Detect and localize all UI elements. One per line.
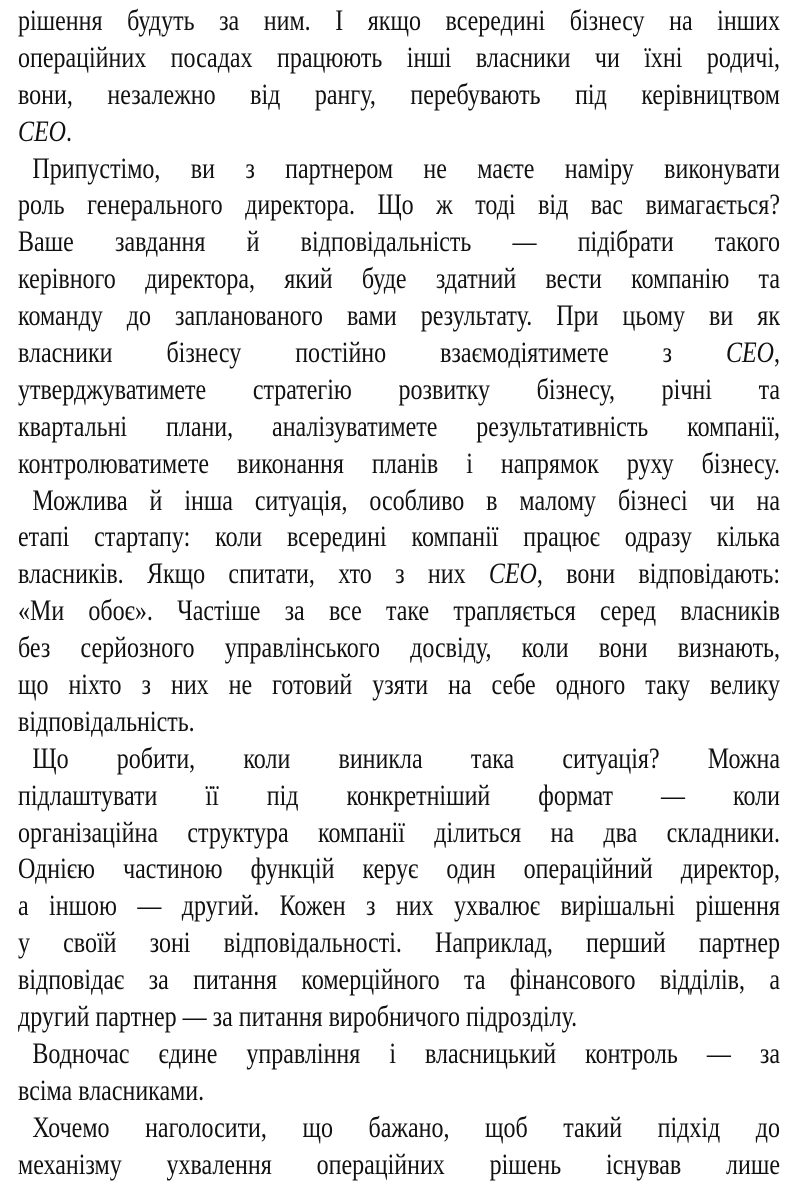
line-text: відповідальність. [18,704,195,738]
paragraph-first-line [18,1110,780,1147]
line-text: власників. Якщо спитати, хто з них CEO, вони відповідають: [18,557,780,591]
line-text: організаційна структура компанії ділиться на два складники. [18,815,780,849]
paragraph-first-line [18,483,780,520]
text-line [18,519,780,556]
text-line [18,446,780,483]
text-line [18,114,780,151]
text-line [18,409,780,446]
paragraph-first-line [18,1036,780,1073]
italic-abbreviation: CEO [726,336,774,370]
line-text: Припустімо, ви з партнером не маєте наміру виконувати [32,151,780,185]
line-text: контролюватимете виконання планів і напрямок руху бізнесу. [18,446,780,480]
text-line [18,40,780,77]
text-line [18,224,780,261]
line-text: рішення будуть за ним. І якщо всередині бізнесу на інших [18,4,780,37]
line-text: а іншою — другий. Кожен з них ухвалює вирішальні рішення [18,889,780,923]
line-text: всіма власниками. [18,1073,205,1107]
text-line [18,630,780,667]
line-text: «Ми обоє». Частіше за все таке трапляється серед власників [18,594,780,628]
text-line [18,3,780,40]
text-line [18,667,780,704]
text-line [18,556,780,593]
line-text: другий партнер — за питання виробничого підрозділу. [18,1000,578,1034]
text-line [18,372,780,409]
line-text: підлаштувати її під конкретніший формат — коли [18,778,780,812]
italic-abbreviation: CEO [488,557,537,591]
line-text: етапі стартапу: коли всередині компанії працює одразу кілька [18,520,780,554]
text-line [18,187,780,224]
text-line [18,261,780,298]
line-text: у своїй зоні відповідальності. Наприклад, перший партнер [18,926,780,960]
line-text: команду до запланованого вами результату. При цьому ви як [18,299,780,333]
line-text: механізму ухвалення операційних рішень існував лише [18,1147,780,1181]
text-line [18,851,780,888]
italic-abbreviation: CEO [18,114,66,148]
text-line [18,298,780,335]
line-text: без серйозного управлінського досвіду, коли вони визнають, [18,631,780,665]
line-text: керівного директора, який буде здатний вести компанію та [18,262,780,296]
text-line [18,335,780,372]
line-text: утверджуватимете стратегію розвитку бізнесу, річні та [18,372,780,406]
text-line [18,999,780,1036]
text-line [18,77,780,114]
document-page [18,3,780,1184]
text-line [18,962,780,999]
paragraph-first-line [18,151,780,188]
text-line [18,778,780,815]
line-text: що ніхто з них не готовий узяти на себе одного таку велику [18,668,780,702]
text-line [18,1073,780,1110]
line-text: Ваше завдання й відповідальність — підібрати такого [18,225,780,259]
line-text: Можлива й інша ситуація, особливо в малому бізнесі чи на [32,483,780,517]
line-text: CEO. [18,114,72,148]
line-text: вони, незалежно від рангу, перебувають під керівництвом [18,77,780,111]
line-text: Що робити, коли виникла така ситуація? Можна [32,741,780,775]
line-text: роль генерального директора. Що ж тоді від вас вимагається? [18,188,780,222]
text-line [18,815,780,852]
text-line [18,925,780,962]
line-text: квартальні плани, аналізуватимете результативність компанії, [18,409,780,443]
line-text: Хочемо наголосити, що бажано, щоб такий підхід до [32,1110,780,1144]
paragraph-first-line [18,741,780,778]
text-line [18,704,780,741]
text-line [18,1147,780,1184]
line-text: операційних посадах працюють інші власники чи їхні родичі, [18,40,780,74]
text-line [18,888,780,925]
line-text: відповідає за питання комерційного та фінансового відділів, а [18,963,780,997]
text-line [18,593,780,630]
line-text: власники бізнесу постійно взаємодіятимете з CEO, [18,336,780,370]
line-text: Однією частиною функцій керує один операційний директор, [18,852,780,886]
line-text: Водночас єдине управління і власницький контроль — за [32,1036,780,1070]
